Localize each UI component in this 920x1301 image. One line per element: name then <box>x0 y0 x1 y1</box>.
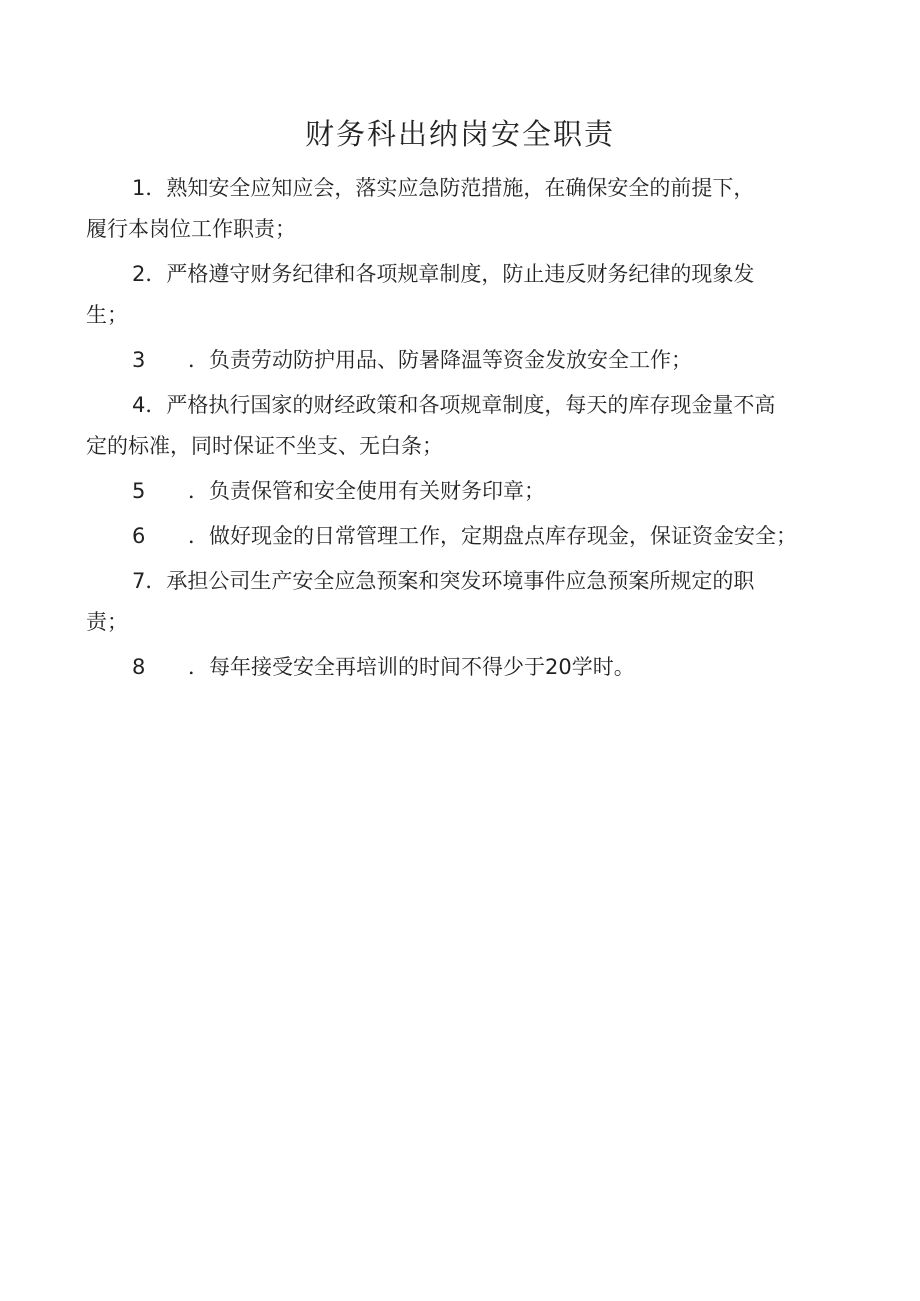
item-number: 8 <box>132 655 146 679</box>
item-continuation: 定的标准，同时保证不坐支、无白条； <box>86 434 443 458</box>
duty-item-7 <box>86 561 846 643</box>
item-text: ．承担公司生产安全应急预案和突发环境事件应急预案所规定的职 <box>145 569 755 593</box>
item-text: ．严格执行国家的财经政策和各项规章制度，每天的库存现金量不高 <box>145 393 776 417</box>
item-continuation: 履行本岗位工作职责； <box>86 217 296 241</box>
duty-item-6 <box>86 516 846 557</box>
item-text: ．负责保管和安全使用有关财务印章； <box>188 479 545 503</box>
item-number: 2 <box>132 262 146 286</box>
item-text: ．熟知安全应知应会，落实应急防范措施，在确保安全的前提下， <box>145 176 755 200</box>
document-title: 财务科出纳岗安全职责 <box>304 117 615 151</box>
item-number: 3 <box>132 348 146 372</box>
duty-item-3 <box>86 340 846 381</box>
item-continuation: 生； <box>86 303 128 327</box>
item-text: ．每年接受安全再培训的时间不得少于20学时。 <box>188 655 635 679</box>
duty-item-2 <box>86 254 846 336</box>
item-text: ．负责劳动防护用品、防暑降温等资金发放安全工作； <box>188 348 692 372</box>
duty-item-5 <box>86 471 846 512</box>
duty-item-8 <box>86 647 846 688</box>
duty-item-4 <box>86 385 846 467</box>
item-number: 5 <box>132 479 146 503</box>
item-number: 4 <box>132 393 146 417</box>
item-number: 7 <box>132 569 146 593</box>
item-number: 6 <box>132 524 146 548</box>
item-number: 1 <box>132 176 146 200</box>
duty-item-1 <box>86 168 846 250</box>
item-text: ．做好现金的日常管理工作，定期盘点库存现金，保证资金安全； <box>188 524 797 548</box>
item-continuation: 责； <box>86 610 128 634</box>
item-text: ．严格遵守财务纪律和各项规章制度，防止违反财务纪律的现象发 <box>145 262 755 286</box>
duty-list <box>86 168 846 692</box>
